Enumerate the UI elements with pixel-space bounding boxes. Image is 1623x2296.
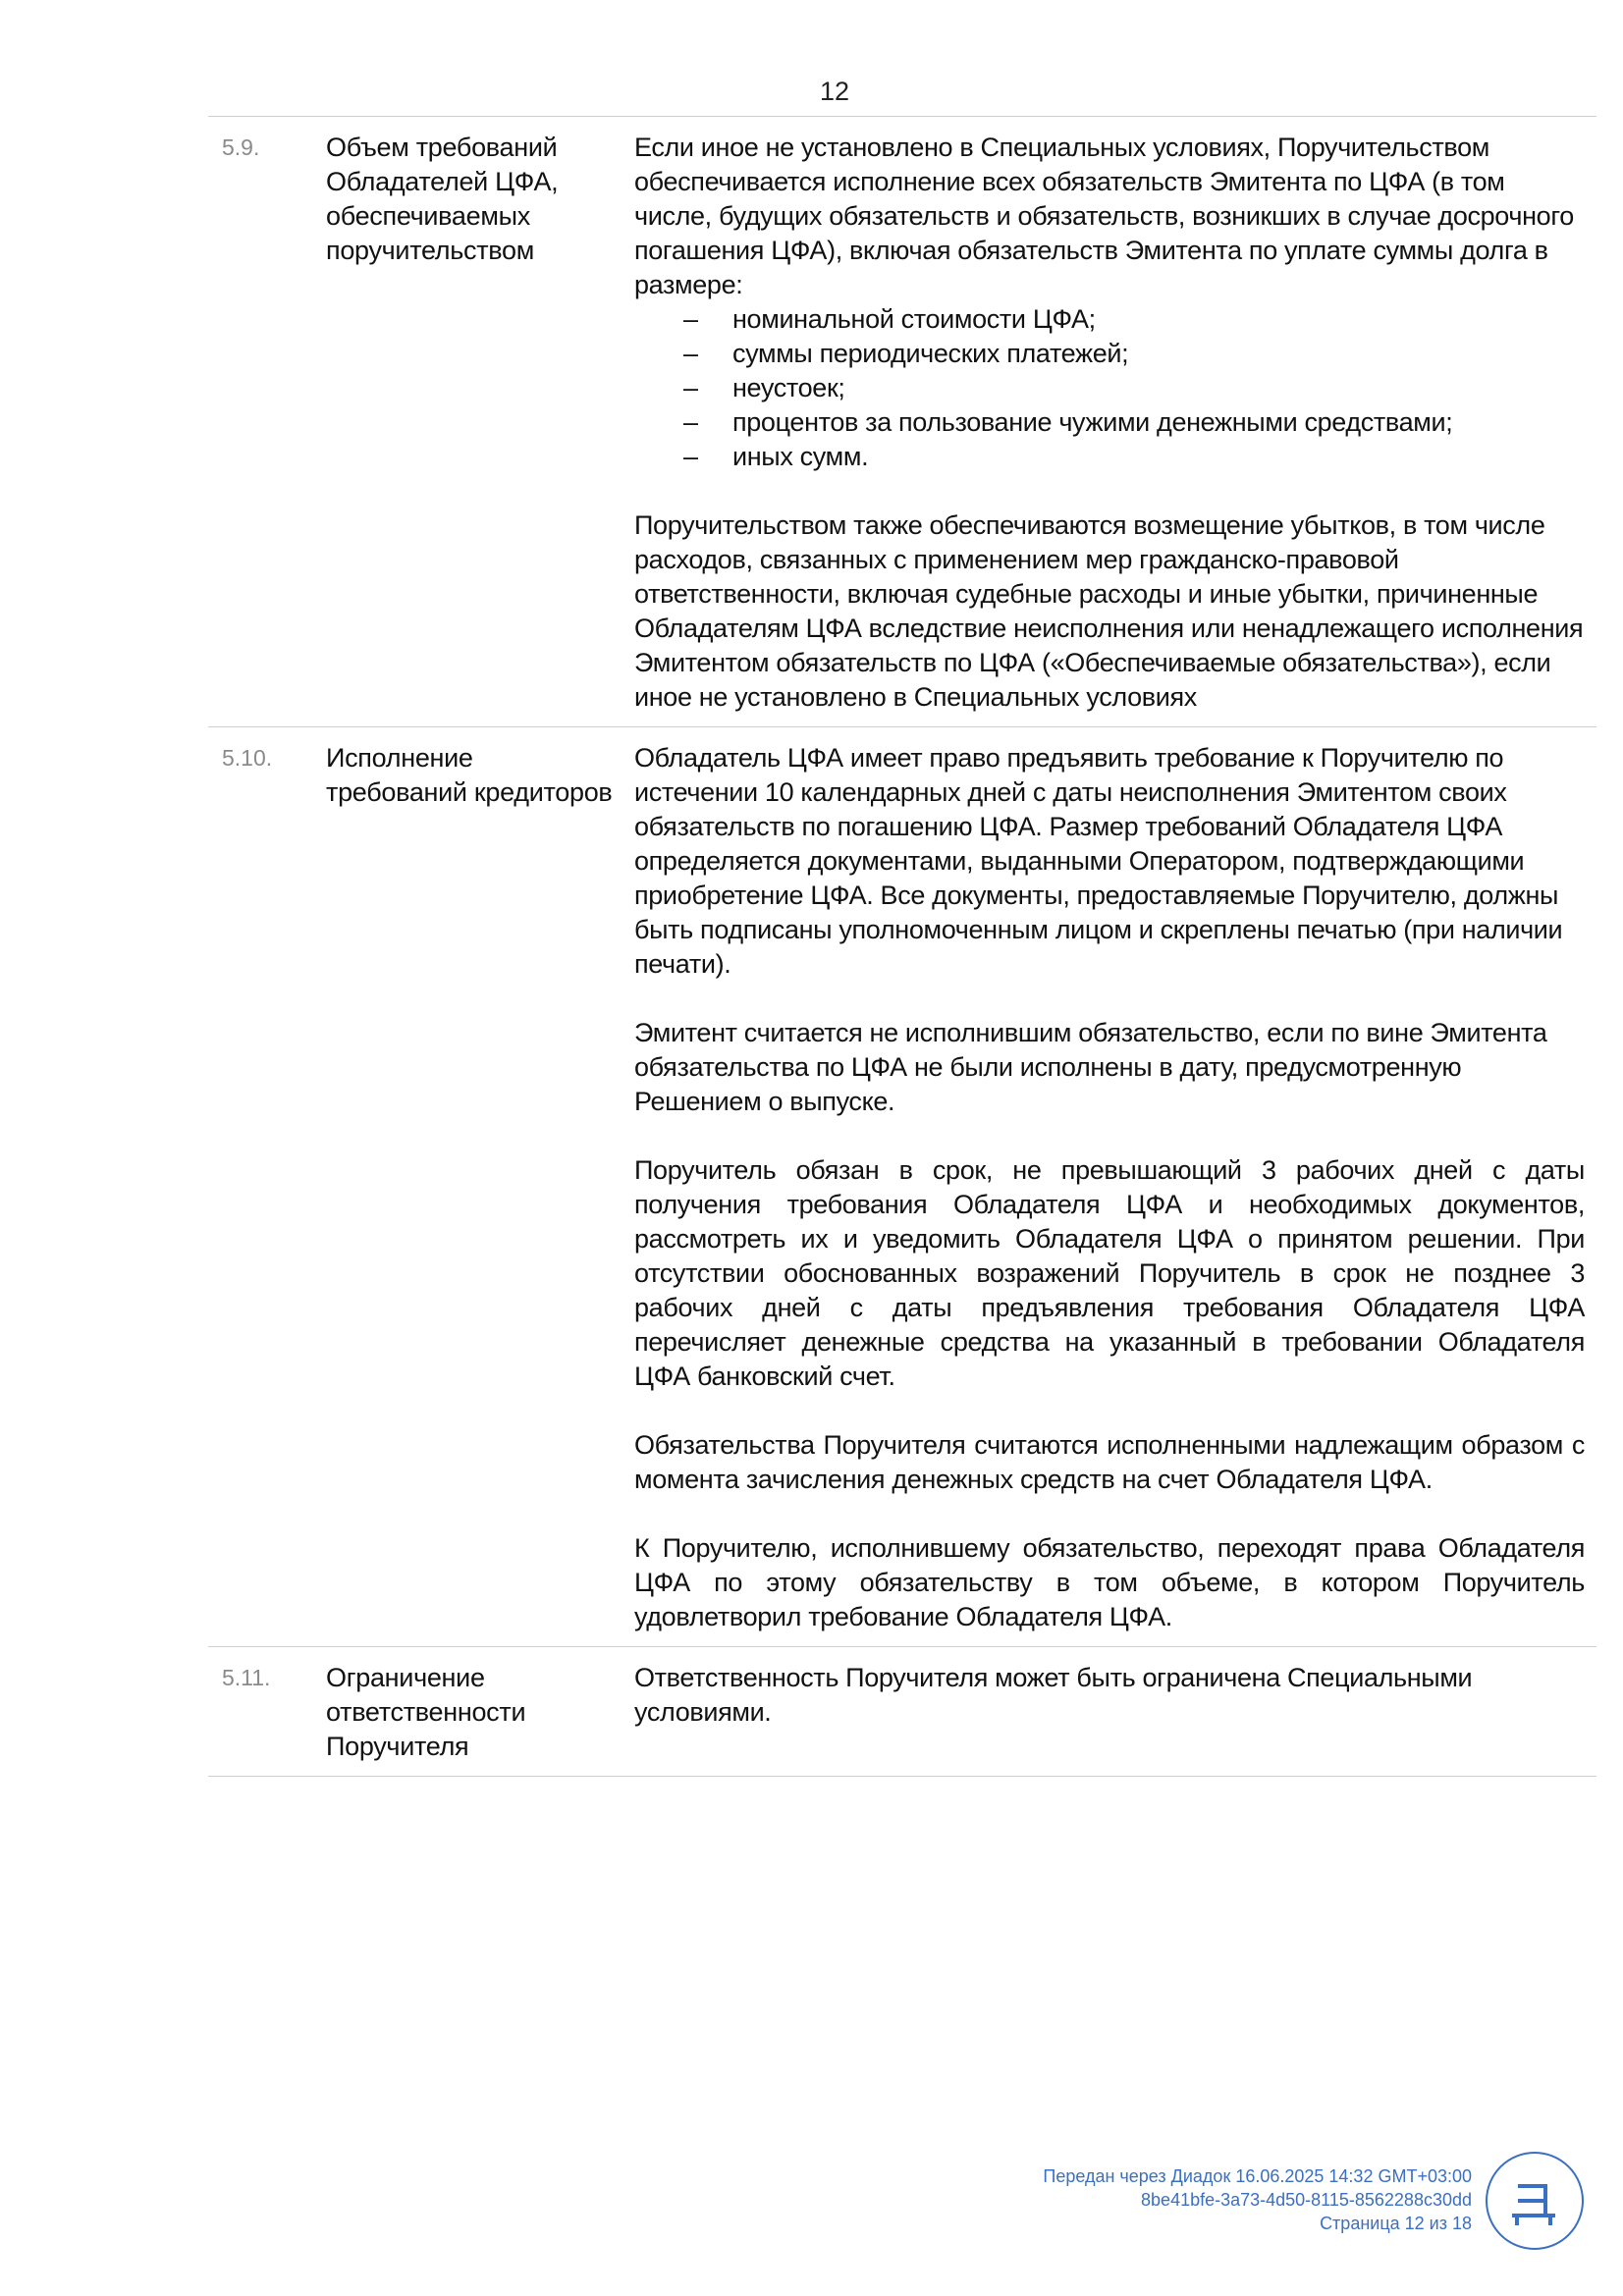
list-item-text: процентов за пользование чужими денежными средствами; — [732, 407, 1453, 437]
stamp-transfer-line: Передан через Диадок 16.06.2025 14:32 GMT+03:00 — [1043, 2166, 1472, 2186]
clause-paragraph: Обязательства Поручителя считаются исполненными надлежащим образом с момента зачисления денежных средств на счет Обладателя ЦФА. — [634, 1430, 1585, 1494]
dash-bullet: – — [683, 304, 698, 334]
dash-bullet: – — [683, 373, 698, 402]
dash-bullet: – — [683, 407, 698, 437]
clause-paragraph: Поручитель обязан в срок, не превышающий 3 рабочих дней с даты получения требования Обладателя ЦФА и необходимых документов, рассмотреть их и уведомить Обладателя ЦФА о принятом решении. При отсутствии обоснованных возражений Поручитель в срок не позднее 3 рабочих дней с даты предъявления требования Обладателя ЦФА перечисляет денежные средства на указанный в требовании Обладателя ЦФА банковский счет. — [634, 1155, 1585, 1391]
bullet-list — [634, 302, 1585, 474]
list-item — [634, 337, 1585, 371]
page-number: 12 — [819, 77, 850, 106]
clause-number: 5.10. — [222, 745, 273, 771]
clause-number: 5.9. — [222, 134, 260, 160]
clause-body — [634, 1661, 1585, 1730]
clause-body — [634, 741, 1585, 1634]
dash-bullet: – — [683, 442, 698, 471]
clause-title: Ограничение ответственности Поручителя — [326, 1663, 526, 1761]
clause-row-5-11 — [208, 1647, 1596, 1777]
list-item — [634, 371, 1585, 405]
clause-paragraph: Если иное не установлено в Специальных условиях, Поручительством обеспечивается исполнение всех обязательств Эмитента по ЦФА (в том числе, будущих обязательств и обязательств, возникших в случае досрочного погашения ЦФА), включая обязательств Эмитента по уплате суммы долга в размере: — [634, 133, 1574, 299]
clause-paragraph: Эмитент считается не исполнившим обязательство, если по вине Эмитента обязательства по ЦФА не были исполнены в дату, предусмотренную Решением о выпуске. — [634, 1018, 1547, 1116]
list-item-text: номинальной стоимости ЦФА; — [732, 304, 1096, 334]
list-item-text: неустоек; — [732, 373, 845, 402]
clause-title: Объем требований Обладателей ЦФА, обеспечиваемых поручительством — [326, 133, 559, 265]
clause-paragraph: Ответственность Поручителя может быть ограничена Специальными условиями. — [634, 1663, 1473, 1727]
clause-paragraph: Обладатель ЦФА имеет право предъявить требование к Поручителю по истечении 10 календарных дней с даты неисполнения Эмитентом своих обязательств по погашению ЦФА. Размер требований Обладателя ЦФА определяется документами, выданными Оператором, подтверждающими приобретение ЦФА. Все документы, предоставляемые Поручителю, должны быть подписаны уполномоченным лицом и скреплены печатью (при наличии печати). — [634, 743, 1563, 979]
clause-body — [634, 131, 1585, 715]
clause-row-5-9 — [208, 117, 1596, 727]
clause-title: Исполнение требований кредиторов — [326, 743, 613, 807]
list-item — [634, 302, 1585, 337]
diadoc-logo-icon — [1485, 2151, 1585, 2251]
stamp-page-counter: Страница 12 из 18 — [1320, 2214, 1472, 2233]
dash-bullet: – — [683, 339, 698, 368]
clause-paragraph: К Поручителю, исполнившему обязательство, переходят права Обладателя ЦФА по этому обязательству в том объеме, в котором Поручитель удовлетворил требование Обладателя ЦФА. — [634, 1533, 1585, 1631]
list-item — [634, 405, 1585, 440]
clause-table — [208, 116, 1596, 1777]
clause-row-5-10 — [208, 727, 1596, 1647]
diadoc-stamp — [1043, 2164, 1472, 2235]
stamp-document-id: 8be41bfe-3a73-4d50-8115-8562288c30dd — [1141, 2190, 1472, 2210]
clause-paragraph: Поручительством также обеспечиваются возмещение убытков, в том числе расходов, связанных с применением мер гражданско-правовой ответственности, включая судебные расходы и иные убытки, причиненные Обладателям ЦФА вследствие неисполнения или ненадлежащего исполнения Эмитентом обязательств по ЦФА («Обеспечиваемые обязательства»), если иное не установлено в Специальных условиях — [634, 510, 1584, 712]
list-item — [634, 440, 1585, 474]
list-item-text: иных сумм. — [732, 442, 869, 471]
clause-number: 5.11. — [222, 1665, 271, 1690]
list-item-text: суммы периодических платежей; — [732, 339, 1129, 368]
